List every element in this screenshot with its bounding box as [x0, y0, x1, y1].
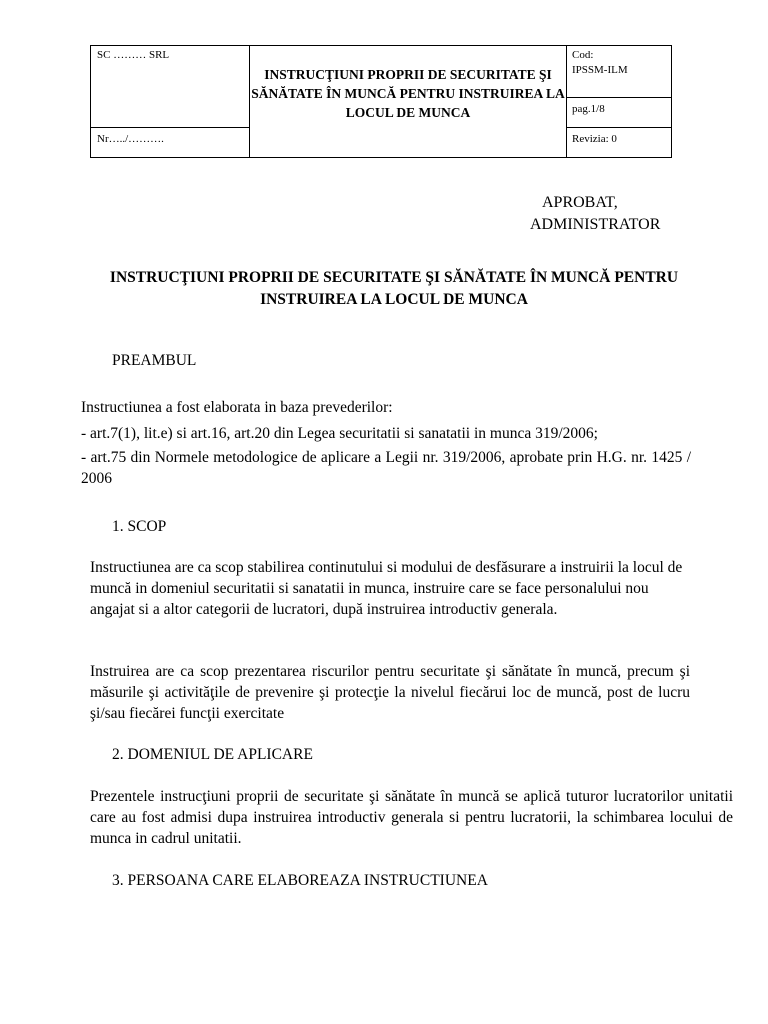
- section-heading-persoana: 3. PERSOANA CARE ELABOREAZA INSTRUCTIUNEA: [112, 872, 488, 889]
- revision: Revizia: 0: [572, 133, 617, 145]
- approval-label: APROBAT,: [542, 194, 618, 211]
- code-value: IPSSM-ILM: [572, 64, 628, 76]
- header-divider-left-row: [91, 127, 249, 128]
- preamble-intro: Instructiunea a fost elaborata in baza prevederilor:: [81, 399, 393, 416]
- section-paragraph: Instructiunea are ca scop stabilirea continutului si modului de desfăsurare a instruirii la locul de muncă in domeniul securitatii si sanatatii in munca, instruire care se face personalului nou angajat si a altor categorii de lucratori, după instruirea introductiv generala.: [90, 559, 683, 618]
- approval-role: ADMINISTRATOR: [530, 216, 661, 233]
- section-heading-domeniu: 2. DOMENIUL DE APLICARE: [112, 746, 313, 763]
- section-heading-scop: 1. SCOP: [112, 518, 167, 535]
- preamble-item: - art.75 din Normele metodologice de aplicare a Legii nr. 319/2006, aprobate prin H.G. nr. 1425 / 2006: [81, 449, 691, 487]
- header-table: [90, 45, 672, 158]
- header-divider-right: [566, 46, 567, 157]
- header-title: INSTRUCŢIUNI PROPRII DE SECURITATE ŞI SĂNĂTATE ÎN MUNCĂ PENTRU INSTRUIREA LA LOCUL DE MUNCA: [251, 67, 565, 120]
- approval-block: [530, 192, 660, 236]
- preamble-item: - art.7(1), lit.e) si art.16, art.20 din Legea securitatii si sanatatii in munca 319/2006;: [81, 425, 598, 442]
- section-paragraph: Prezentele instrucţiuni proprii de securitate şi sănătate în muncă se aplică tuturor lucratorilor unitatii care au fost admisi dupa instruirea introductiv generala si pentru lucratorii, la schimbarea locului de munca in cadrul unitatii.: [90, 788, 733, 847]
- document-title: INSTRUCŢIUNI PROPRII DE SECURITATE ŞI SĂNĂTATE ÎN MUNCĂ PENTRU INSTRUIREA LA LOCUL DE MUNCA: [109, 269, 679, 308]
- code-label: Cod:: [572, 49, 594, 61]
- header-divider-right-row2: [566, 127, 672, 128]
- section-paragraph: Instruirea are ca scop prezentarea riscurilor pentru securitate şi sănătate în muncă, precum şi măsurile şi activităţile de prevenire şi protecţie la nivelul fiecărui loc de muncă, post de lucru şi/sau fiecărei funcţii exercitate: [90, 663, 690, 722]
- page-number: pag.1/8: [572, 103, 605, 115]
- header-divider-right-row1: [566, 97, 672, 98]
- company-name: SC ……… SRL: [97, 49, 170, 61]
- preamble-heading: PREAMBUL: [112, 352, 197, 369]
- document-number: Nr…../……….: [97, 133, 164, 145]
